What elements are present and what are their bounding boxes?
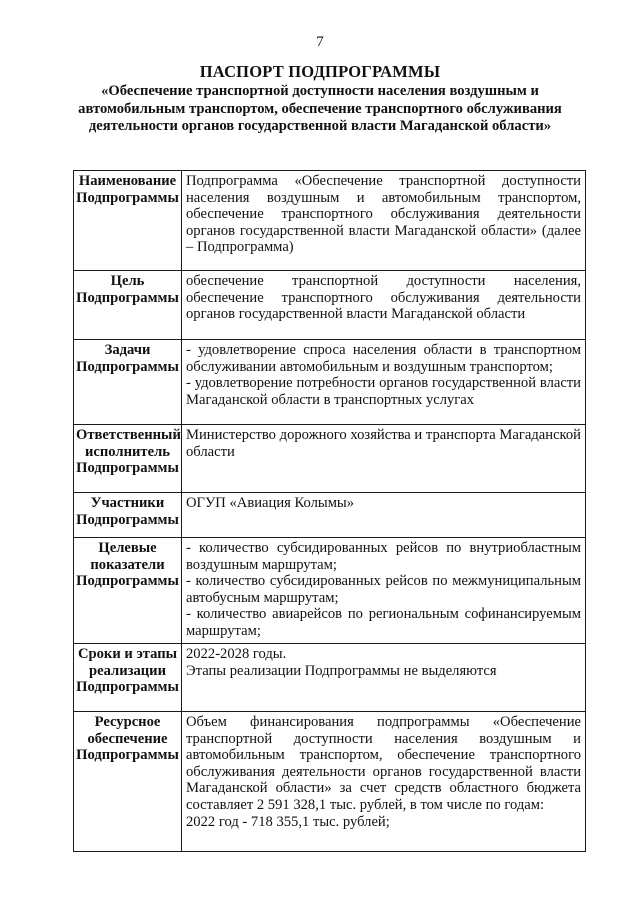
row-label: Наименование Подпрограммы xyxy=(74,171,182,271)
row-value xyxy=(182,340,586,425)
row-label: Участники Подпрограммы xyxy=(74,493,182,538)
row-value-line: - удовлетворение спроса населения области в транспортном обслуживании автомобильным и воздушным транспортом; xyxy=(186,342,581,375)
row-value-line: - удовлетворение потребности органов государственной власти Магаданской области в транспортных услугах xyxy=(186,375,581,408)
row-value-line: - количество субсидированных рейсов по внутриобластным воздушным маршрутам; xyxy=(186,540,581,573)
row-value-line: - количество субсидированных рейсов по межмуниципальным автобусным маршрутам; xyxy=(186,573,581,606)
table-row xyxy=(74,644,586,712)
row-value-line: 2022 год - 718 355,1 тыс. рублей; xyxy=(186,813,390,830)
page-number: 7 xyxy=(316,34,324,50)
passport-table xyxy=(73,170,586,852)
row-value-line: Подпрограмма «Обеспечение транспортной доступности населения воздушным и автомобильным транспортом, обеспечение транспортного обслуживания деятельности органов государственной власти Магаданской области» (далее – Подпрограмма) xyxy=(186,173,581,256)
row-value-line: обеспечение транспортной доступности населения, обеспечение транспортного обслуживания деятельности органов государственной власти Магаданской области xyxy=(186,273,581,323)
row-value xyxy=(182,493,586,538)
row-label: Сроки и этапы реализации Подпрограммы xyxy=(74,644,182,712)
row-value xyxy=(182,271,586,340)
table-row xyxy=(74,712,586,852)
row-value-line: Этапы реализации Подпрограммы не выделяются xyxy=(186,662,497,679)
table-row xyxy=(74,538,586,644)
table-row xyxy=(74,271,586,340)
row-label: Ответственный исполнитель Подпрограммы xyxy=(74,425,182,493)
row-label: Целевые показатели Подпрограммы xyxy=(74,538,182,644)
table-row xyxy=(74,425,586,493)
row-value xyxy=(182,171,586,271)
row-value-line: - количество авиарейсов по региональным софинансируемым маршрутам; xyxy=(186,606,581,639)
row-label: Цель Подпрограммы xyxy=(74,271,182,340)
table-row xyxy=(74,493,586,538)
table-row xyxy=(74,171,586,271)
row-value-line: Объем финансирования подпрограммы «Обеспечение транспортной доступности населения воздушным и автомобильным транспортом, обеспечение транспортного обслуживания деятельности органов государственной власти Магаданской области» за счет средств областного бюджета составляет 2 591 328,1 тыс. рублей, в том числе по годам: xyxy=(186,714,581,813)
row-value xyxy=(182,425,586,493)
row-label: Ресурсное обеспечение Подпрограммы xyxy=(74,712,182,852)
row-value-line: Министерство дорожного хозяйства и транспорта Магаданской области xyxy=(186,427,581,460)
row-label: Задачи Подпрограммы xyxy=(74,340,182,425)
row-value xyxy=(182,538,586,644)
row-value-line: ОГУП «Авиация Колымы» xyxy=(186,495,355,511)
table-row xyxy=(74,340,586,425)
row-value xyxy=(182,644,586,712)
page-subtitle: «Обеспечение транспортной доступности населения воздушным и автомобильным транспортом, обеспечение транспортного обслуживания деятельности органов государственной власти Магаданской области» xyxy=(78,83,562,135)
row-value-line: 2022-2028 годы. xyxy=(186,646,287,662)
row-value xyxy=(182,712,586,852)
page-title: ПАСПОРТ ПОДПРОГРАММЫ xyxy=(199,62,441,81)
